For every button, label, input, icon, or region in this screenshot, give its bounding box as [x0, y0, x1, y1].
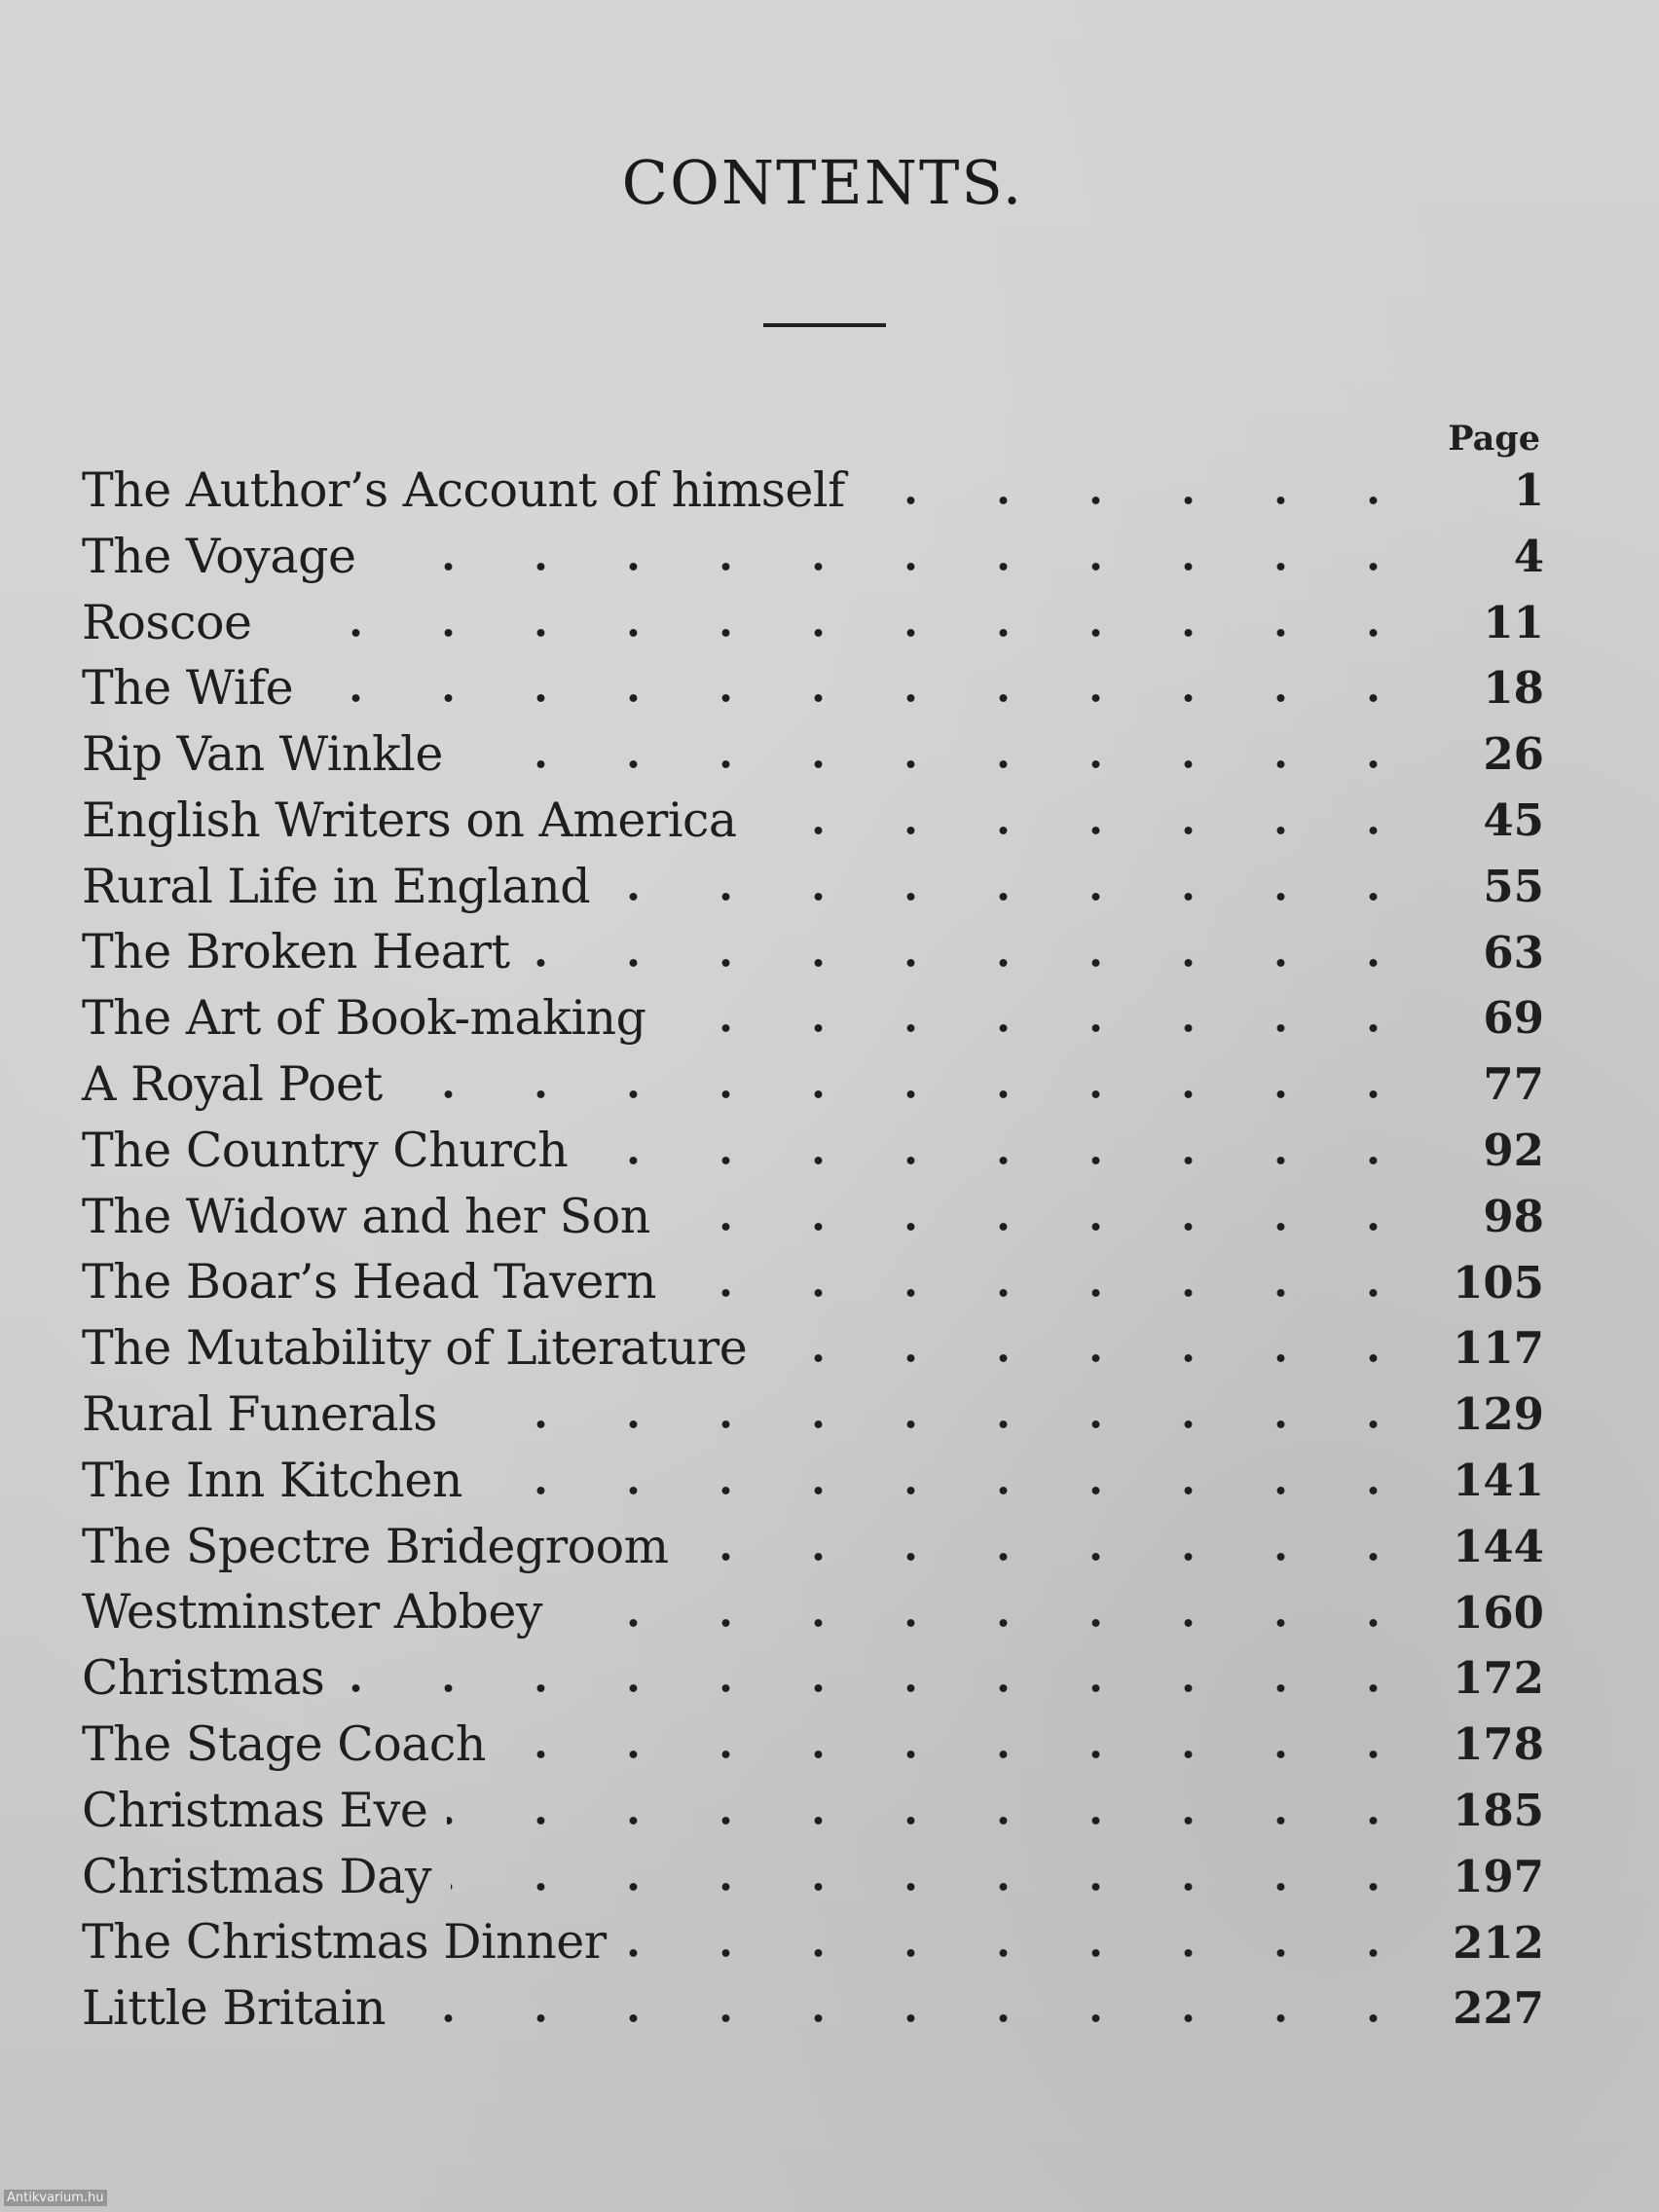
toc-entry: [82, 590, 1544, 656]
toc-entry-page: 160: [1453, 1586, 1544, 1639]
toc-entry-page: 227: [1453, 1982, 1544, 2035]
toc-entry-title: Little Britain: [82, 1980, 387, 2037]
toc-entry-title: Westminster Abbey: [82, 1584, 543, 1641]
toc-entry-page: 185: [1453, 1784, 1544, 1836]
toc-entry: [82, 721, 1544, 788]
toc-entry: [82, 655, 1544, 721]
toc-entry-page: 172: [1453, 1652, 1544, 1705]
toc-entry-page: 98: [1483, 1190, 1544, 1242]
toc-entry: [82, 854, 1544, 920]
dot-leader: [462, 760, 1419, 768]
page-title: CONTENTS.: [621, 147, 1024, 218]
toc-entry: [82, 1250, 1544, 1316]
dot-leader: [405, 2014, 1419, 2022]
toc-entry: [82, 1448, 1544, 1514]
dot-leader: [402, 1090, 1419, 1098]
toc-entry-title: The Country Church: [82, 1122, 569, 1178]
toc-entry-title: The Art of Book-making: [82, 990, 646, 1047]
toc-entry-title: The Inn Kitchen: [82, 1452, 462, 1508]
toc-entry-title: The Broken Heart: [82, 924, 510, 980]
toc-entry-title: Christmas Eve: [82, 1782, 428, 1838]
dot-leader: [482, 1487, 1419, 1494]
toc-entry-page: 197: [1453, 1850, 1544, 1902]
toc-entry-page: 18: [1483, 662, 1544, 715]
dot-leader: [766, 1354, 1419, 1362]
dot-leader: [457, 1420, 1419, 1428]
toc-entry: [82, 920, 1544, 986]
dot-leader: [447, 1817, 1419, 1825]
table-of-contents: [82, 458, 1544, 2042]
site-watermark: Antikvarium.hu: [4, 2190, 107, 2206]
dot-leader: [688, 1553, 1419, 1561]
toc-entry: [82, 1580, 1544, 1646]
toc-entry-title: Rural Life in England: [82, 858, 591, 914]
toc-entry-title: Roscoe: [82, 594, 252, 650]
dot-leader: [626, 1949, 1419, 1957]
toc-entry-title: Christmas Day: [82, 1848, 432, 1904]
toc-entry: [82, 1514, 1544, 1580]
toc-entry: [82, 788, 1544, 854]
dot-leader: [271, 629, 1419, 637]
dot-leader: [670, 1223, 1419, 1231]
toc-entry-title: The Voyage: [82, 528, 356, 584]
toc-entry: [82, 1910, 1544, 1976]
toc-entry-page: 141: [1453, 1454, 1544, 1506]
toc-entry-page: 144: [1453, 1520, 1544, 1572]
dot-leader: [562, 1619, 1419, 1627]
toc-entry-page: 77: [1483, 1058, 1544, 1111]
toc-entry-title: The Wife: [82, 660, 294, 717]
toc-entry-page: 105: [1453, 1256, 1544, 1309]
toc-entry: [82, 1118, 1544, 1184]
toc-entry-title: The Stage Coach: [82, 1716, 486, 1773]
toc-entry-page: 117: [1453, 1322, 1544, 1375]
dot-leader: [451, 1883, 1419, 1891]
dot-leader: [344, 1684, 1419, 1692]
toc-entry-page: 55: [1483, 860, 1544, 912]
toc-entry: [82, 985, 1544, 1051]
toc-entry: [82, 1844, 1544, 1910]
toc-entry-title: The Author’s Account of himself: [82, 461, 845, 518]
toc-entry: [82, 1051, 1544, 1118]
dot-leader: [587, 1157, 1419, 1164]
toc-entry-title: The Spectre Bridegroom: [82, 1518, 669, 1574]
toc-entry-page: 69: [1483, 992, 1544, 1045]
dot-leader: [375, 563, 1419, 571]
dot-leader: [530, 959, 1419, 967]
toc-entry-title: English Writers on America: [82, 792, 737, 848]
toc-entry-title: Rural Funerals: [82, 1386, 437, 1443]
dot-leader: [676, 1289, 1419, 1297]
toc-entry-page: 129: [1453, 1388, 1544, 1441]
toc-entry-page: 1: [1513, 464, 1544, 516]
toc-entry-page: 11: [1483, 596, 1544, 648]
toc-entry-page: 92: [1483, 1124, 1544, 1176]
toc-entry-title: The Widow and her Son: [82, 1188, 650, 1244]
dot-leader: [609, 893, 1419, 901]
toc-entry: [82, 1712, 1544, 1778]
toc-entry-page: 212: [1453, 1916, 1544, 1969]
page-column-label: Page: [1448, 419, 1540, 459]
title-rule: [763, 323, 886, 327]
toc-entry-page: 45: [1483, 793, 1544, 846]
dot-leader: [756, 827, 1419, 834]
toc-entry-page: 178: [1453, 1718, 1544, 1771]
toc-entry-title: Christmas: [82, 1650, 325, 1707]
toc-entry: [82, 1975, 1544, 2042]
toc-entry-page: 4: [1513, 530, 1544, 582]
toc-entry: [82, 458, 1544, 524]
dot-leader: [313, 694, 1419, 702]
toc-entry: [82, 1315, 1544, 1382]
toc-entry-title: Rip Van Winkle: [82, 726, 443, 783]
toc-entry-title: The Boar’s Head Tavern: [82, 1254, 656, 1310]
toc-entry-title: The Mutability of Literature: [82, 1320, 748, 1377]
toc-entry: [82, 524, 1544, 590]
dot-leader: [865, 497, 1419, 504]
toc-entry: [82, 1184, 1544, 1250]
toc-entry-title: A Royal Poet: [82, 1056, 383, 1113]
dot-leader: [665, 1024, 1419, 1032]
toc-entry-page: 26: [1483, 728, 1544, 781]
toc-entry: [82, 1382, 1544, 1448]
toc-entry-title: The Christmas Dinner: [82, 1914, 607, 1971]
toc-entry: [82, 1778, 1544, 1844]
toc-entry-page: 63: [1483, 926, 1544, 978]
toc-entry: [82, 1645, 1544, 1712]
dot-leader: [505, 1751, 1419, 1758]
